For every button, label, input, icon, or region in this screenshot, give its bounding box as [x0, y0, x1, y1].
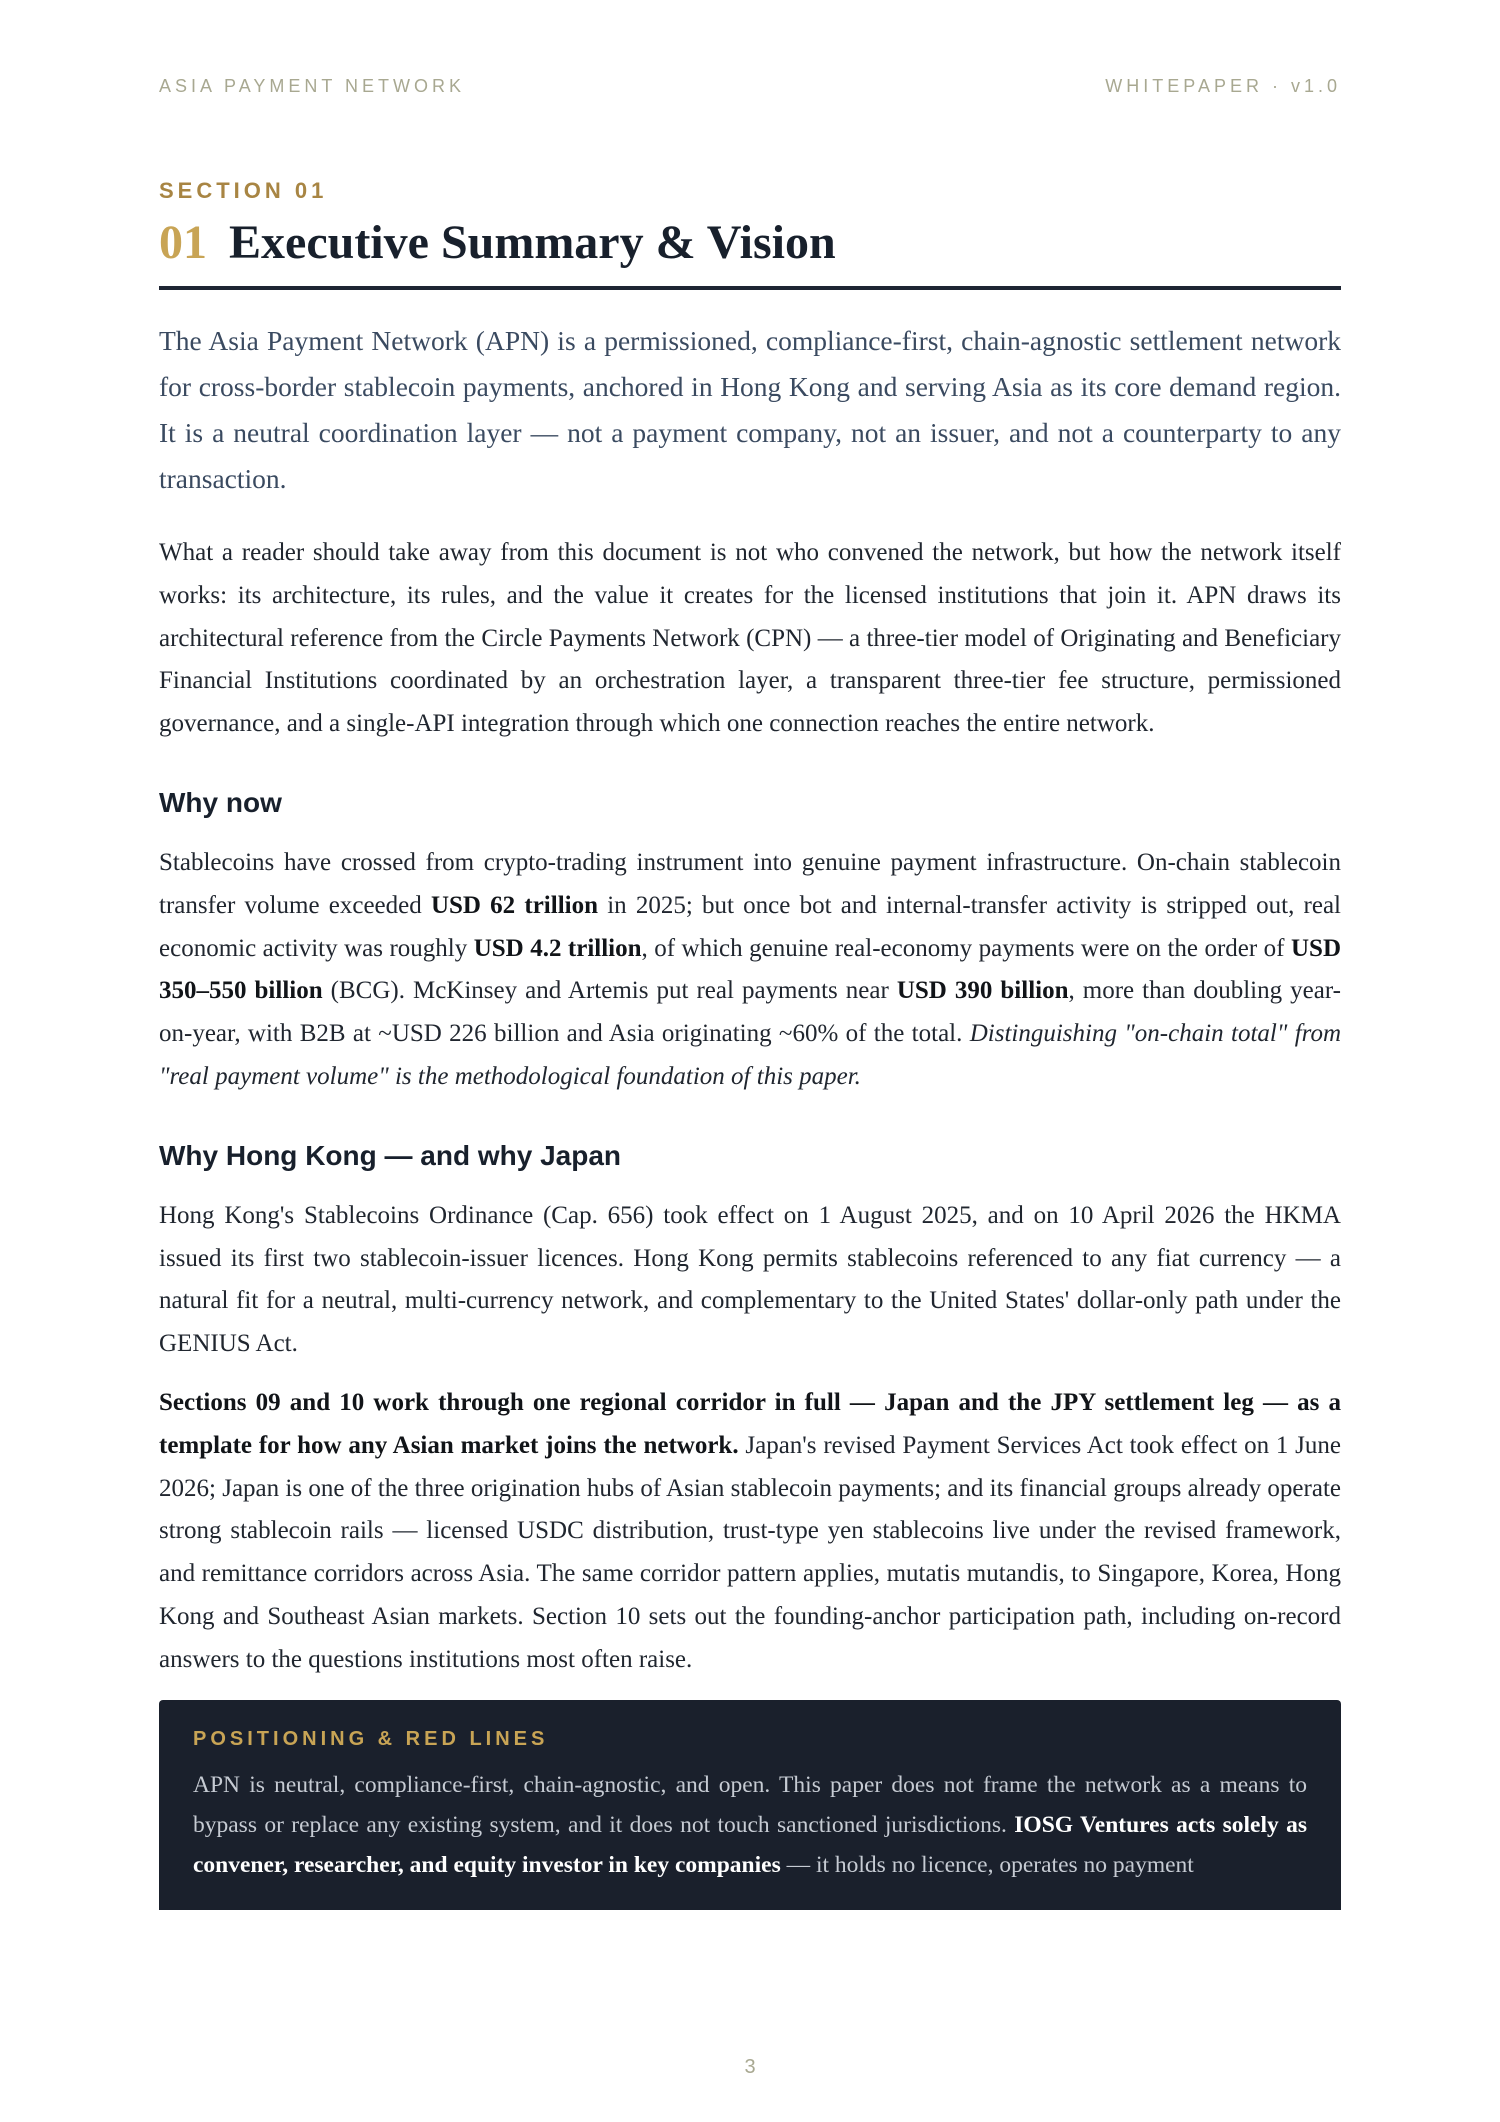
why-hk-paragraph-2 — [159, 1382, 1341, 1682]
subheading-why-hong-kong: Why Hong Kong — and why Japan — [159, 1139, 621, 1171]
header-right-version: WHITEPAPER · v1.0 — [1105, 76, 1341, 96]
text-run: APN is neutral, compliance-first, chain-agnostic, and open. This paper does not frame the network as a means to bypass or replace any existing system, and it does not touch sanctioned jurisdictions. — [193, 1771, 1307, 1838]
intro-paragraph: What a reader should take away from this document is not who convened the network, but how the network itself works: its architecture, its rules, and the value it creates for the licensed institutions that join it. APN draws its architectural reference from the Circle Payments Network (CPN) — a three-tier model of Originating and Beneficiary Financial Institutions coordinated by an orchestration layer, a transparent three-tier fee structure, permissioned governance, and a single-API integration through which one connection reaches the entire network. — [159, 539, 1341, 738]
callout-label: POSITIONING & RED LINES — [193, 1727, 549, 1750]
text-run: (BCG). McKinsey and Artemis put real payments near — [322, 977, 897, 1005]
text-run: — it holds no licence, operates no payment — [780, 1851, 1194, 1878]
bold-figure: USD 4.2 trillion — [473, 934, 642, 962]
subheading-why-now: Why now — [159, 786, 282, 818]
text-run: , more than doubling year-on-year, with B2B at ~USD 226 billion and Asia originating ~60% of the total. — [159, 977, 1342, 1048]
section-title-text: Executive Summary & Vision — [229, 216, 836, 269]
page-number: 3 — [744, 2056, 756, 2078]
text-run: in 2025; but once bot and internal-transfer activity is stripped out, real economic activity was roughly — [159, 891, 1341, 962]
positioning-callout — [159, 1700, 1341, 1910]
text-run: , of which genuine real-economy payments were on the order of — [641, 934, 1291, 962]
header-left-title: ASIA PAYMENT NETWORK — [159, 76, 466, 96]
section-title — [159, 214, 1341, 272]
section-body — [159, 318, 1341, 1910]
section-title-block — [159, 214, 1341, 290]
section-kicker: SECTION 01 — [159, 178, 328, 203]
why-now-paragraph — [159, 842, 1341, 1099]
bold-statement: IOSG Ventures acts solely as convener, researcher, and equity investor in key companies — [193, 1811, 1307, 1878]
callout-text — [193, 1765, 1307, 1885]
why-hk-paragraph-1: Hong Kong's Stablecoins Ordinance (Cap. 656) took effect on 1 August 2025, and on 10 April 2026 the HKMA issued its first two stablecoin-issuer licences. Hong Kong permits stablecoins referenced to any fiat currency — a natural fit for a neutral, multi-currency network, and complementary to the United States' dollar-only path under the GENIUS Act. — [159, 1201, 1341, 1358]
lead-paragraph: The Asia Payment Network (APN) is a permissioned, compliance-first, chain-agnostic settlement network for cross-border stablecoin payments, anchored in Hong Kong and serving Asia as its core demand region. It is a neutral coordination layer — not a payment company, not an issuer, and not a counterparty to any transaction. — [159, 325, 1341, 494]
bold-figure: USD 62 trillion — [430, 891, 598, 919]
bold-figure: USD 350–550 billion — [159, 934, 1341, 1005]
text-run: Stablecoins have crossed from crypto-trading instrument into genuine payment infrastructure. On-chain stablecoin transfer volume exceeded — [159, 848, 1341, 919]
section-number: 01 — [159, 216, 207, 269]
text-run: Japan's revised Payment Services Act took effect on 1 June 2026; Japan is one of the three origination hubs of Asian stablecoin payments; and its financial groups already operate strong stablecoin rails — licensed USDC distribution, trust-type yen stablecoins live under the revised framework, and remittance corridors across Asia. The same corridor pattern applies, mutatis mutandis, to Singapore, Korea, Hong Kong and Southeast Asian markets. Section 10 sets out the founding-anchor participation path, including on-record answers to the questions institutions most often raise. — [159, 1431, 1341, 1673]
running-header — [159, 76, 1341, 97]
bold-figure: USD 390 billion — [896, 977, 1069, 1005]
bold-statement: Sections 09 and 10 work through one regional corridor in full — Japan and the JPY settlement leg — as a template for how any Asian market joins the network. — [159, 1388, 1341, 1459]
italic-statement: Distinguishing "on-chain total" from "real payment volume" is the methodological foundation of this paper. — [159, 1020, 1341, 1090]
